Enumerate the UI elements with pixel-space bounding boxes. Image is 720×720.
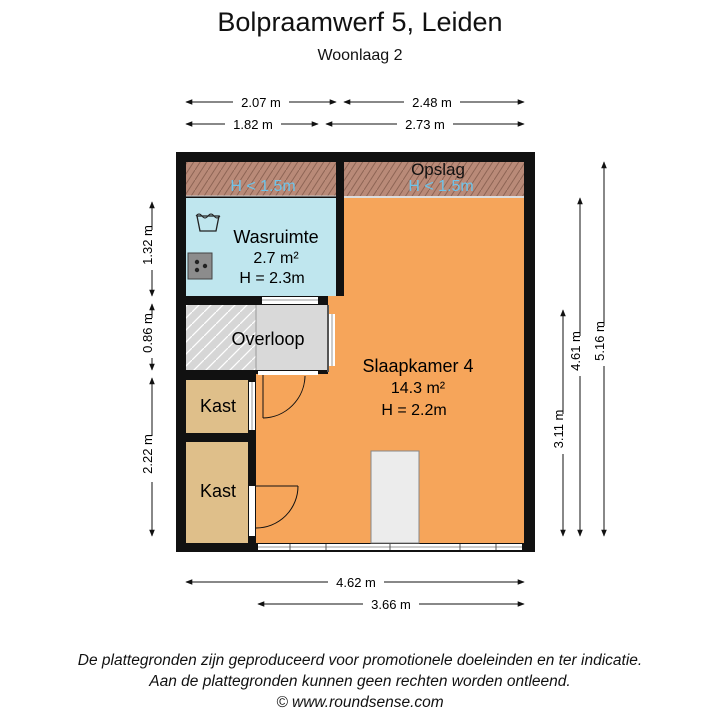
- dimension-bottom: [186, 574, 524, 612]
- dim-label: 1.82 m: [233, 117, 273, 132]
- opslag-height-right: H < 1.5m: [408, 178, 474, 195]
- page-subtitle: Woonlaag 2: [317, 47, 403, 64]
- dimension-left: [140, 202, 160, 536]
- opslag-height-left: H < 1.5m: [230, 178, 296, 195]
- dimension-top-row-2: [186, 116, 524, 132]
- window-bottom: [258, 544, 522, 550]
- dim-label: 4.61 m: [568, 331, 583, 371]
- dim-label: 2.73 m: [405, 117, 445, 132]
- wasruimte-height: H = 2.3m: [239, 270, 305, 287]
- dim-label: 0.86 m: [140, 313, 155, 353]
- dim-label: 1.32 m: [140, 225, 155, 265]
- dimension-top-row-1: [186, 94, 524, 110]
- opslag-label: Opslag: [411, 160, 465, 179]
- door-wasruimte: [262, 297, 318, 304]
- washing-machine-icon: [188, 253, 212, 279]
- door-overloop-right: [329, 314, 335, 366]
- disclaimer: [0, 650, 720, 713]
- dim-label: 2.22 m: [140, 434, 155, 474]
- dim-label: 4.62 m: [336, 575, 376, 590]
- skylight: [371, 451, 419, 543]
- dim-label: 3.66 m: [371, 597, 411, 612]
- disclaimer-line: Aan de plattegronden kunnen geen rechten worden ontleend.: [149, 673, 571, 690]
- wasruimte-area: 2.7 m²: [253, 250, 299, 267]
- dim-label: 2.07 m: [241, 95, 281, 110]
- page-title: Bolpraamwerf 5, Leiden: [217, 7, 503, 37]
- dim-label: 2.48 m: [412, 95, 452, 110]
- disclaimer-line: De plattegronden zijn geproduceerd voor promotionele doeleinden en ter indicatie.: [77, 652, 643, 669]
- copyright-link[interactable]: © www.roundsense.com: [276, 694, 444, 711]
- dim-label: 3.11 m: [551, 409, 566, 449]
- dimension-right: [551, 162, 612, 536]
- door-kast-top: [249, 382, 255, 430]
- slaapkamer-area: 14.3 m²: [390, 380, 446, 397]
- slaapkamer-height: H = 2.2m: [381, 402, 447, 419]
- kast-top-label: Kast: [199, 396, 237, 416]
- wasruimte-label: Wasruimte: [233, 227, 319, 247]
- overloop-label: Overloop: [231, 329, 305, 349]
- dim-label: 5.16 m: [592, 321, 607, 361]
- kast-bottom-label: Kast: [199, 481, 237, 501]
- slaapkamer-label: Slaapkamer 4: [362, 356, 474, 376]
